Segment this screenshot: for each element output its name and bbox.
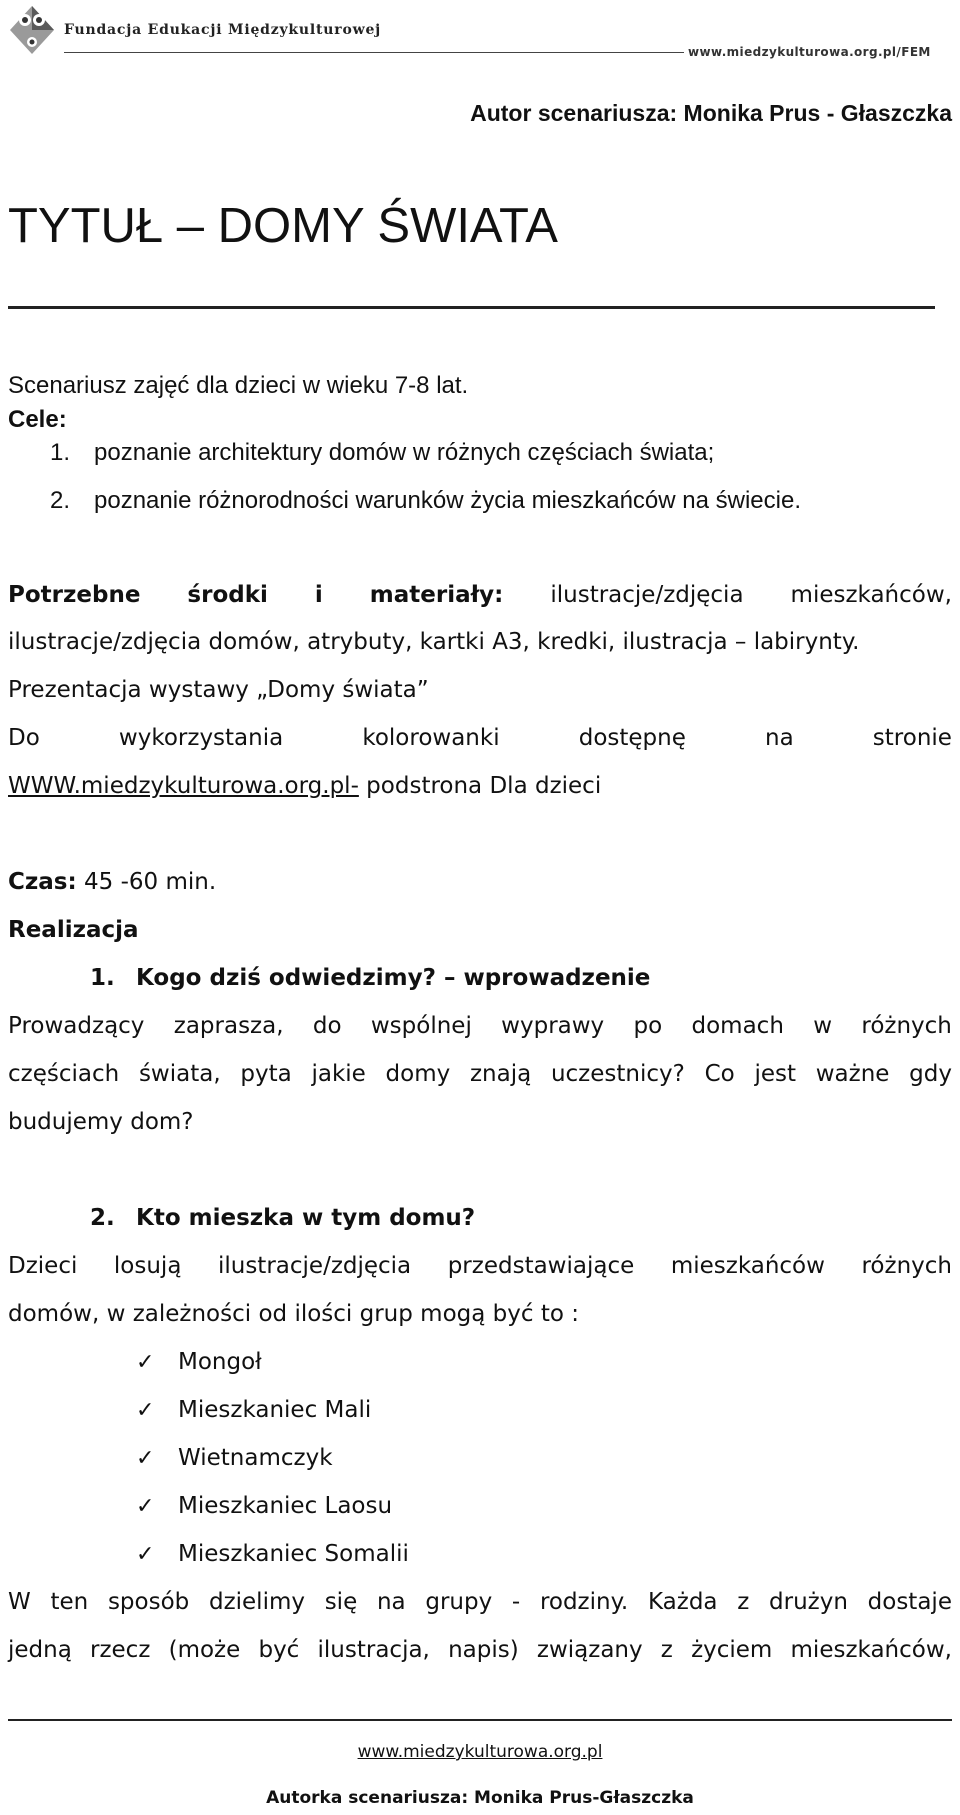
section-1-line-1: Prowadzący zaprasza, do wspólnej wyprawy po domach w różnych [8,1013,952,1039]
goal-item: 2. poznanie różnorodności warunków życia mieszkańców na świecie. [50,487,802,514]
exhibition-text: Prezentacja wystawy „Domy świata” [8,677,429,703]
checkmark-icon: ✓ [136,1398,155,1423]
realization-label: Realizacja [8,917,139,943]
list-item: ✓ Mongoł [136,1338,262,1387]
goal-item: 1. poznanie architektury domów w różnych częściach świata; [50,439,715,466]
section-2-after-line-1: W ten sposób dzielimy się na grupy - rodziny. Każda z drużyn dostaje [8,1589,952,1615]
materials-line-1: Potrzebne środki i materiały: ilustracje/zdjęcia mieszkańców, [8,582,952,608]
list-item: ✓ Mieszkaniec Laosu [136,1482,392,1531]
section-1-heading: 1. Kogo dziś odwiedzimy? – wprowadzenie [90,965,651,991]
list-item: ✓ Wietnamczyk [136,1434,333,1483]
footer-link[interactable]: www.miedzykulturowa.org.pl [357,1742,603,1762]
page-title: TYTUŁ – DOMY ŚWIATA [8,199,558,253]
materials-line-2: ilustracje/zdjęcia domów, atrybuty, kartki A3, kredki, ilustracja – labirynty. [8,629,860,655]
website-link[interactable]: WWW.miedzykulturowa.org.pl- [8,773,359,799]
org-name: Fundacja Edukacji Międzykulturowej [64,22,382,38]
author-header: Autor scenariusza: Monika Prus - Głaszczka [470,100,952,126]
intro-text: Scenariusz zajęć dla dzieci w wieku 7-8 lat. [8,372,469,399]
section-2-line-2: domów, w zależności od ilości grup mogą być to : [8,1301,579,1327]
header-divider [64,52,684,53]
title-divider [8,306,935,309]
goals-label: Cele: [8,406,67,433]
checkmark-icon: ✓ [136,1542,155,1567]
section-1-line-2: częściach świata, pyta jakie domy znają uczestnicy? Co jest ważne gdy [8,1061,952,1087]
materials-line-4: Do wykorzystania kolorowanki dostępnę na stronie [8,725,952,751]
list-item: ✓ Mieszkaniec Mali [136,1386,371,1435]
checkmark-icon: ✓ [136,1494,155,1519]
checkmark-icon: ✓ [136,1446,155,1471]
section-2-line-1: Dzieci losują ilustracje/zdjęcia przedstawiające mieszkańców różnych [8,1253,952,1279]
foundation-logo-icon [8,4,56,56]
header-url: www.miedzykulturowa.org.pl/FEM [688,45,931,59]
section-2-after-line-2: jedną rzecz (może być ilustracja, napis) związany z życiem mieszkańców, [8,1637,952,1663]
footer-author: Autorka scenariusza: Monika Prus-Głaszczka [266,1788,694,1808]
time-line: Czas: 45 -60 min. [8,869,217,895]
materials-line-5: WWW.miedzykulturowa.org.pl- podstrona Dla dzieci [8,773,602,799]
list-item: ✓ Mieszkaniec Somalii [136,1530,409,1579]
section-2-heading: 2. Kto mieszka w tym domu? [90,1205,476,1231]
footer-divider [8,1719,952,1721]
checkmark-icon: ✓ [136,1350,155,1375]
section-1-line-3: budujemy dom? [8,1109,194,1135]
